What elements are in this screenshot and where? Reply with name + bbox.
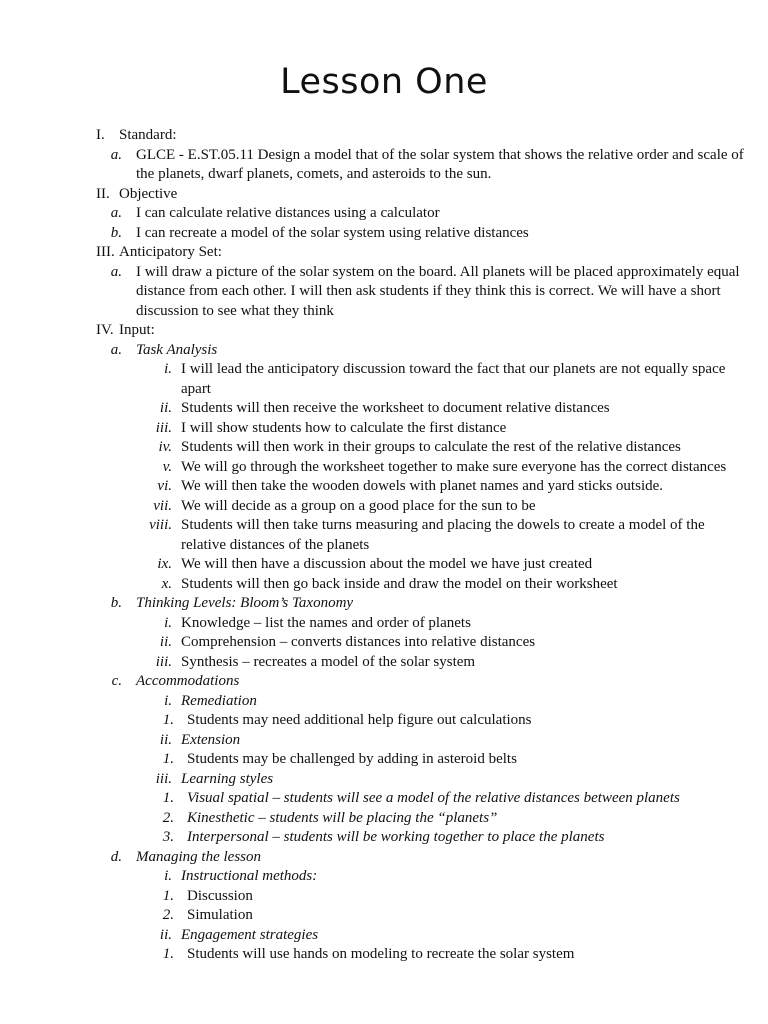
- list-item: [0, 945, 768, 965]
- item-text: I can recreate a model of the solar system using relative distances: [136, 224, 529, 241]
- item-text: Students will then take turns measuring and placing the dowels to create a model of the relative distances of the planets: [181, 517, 705, 553]
- list-item: [0, 360, 768, 399]
- section-marker: I.: [96, 127, 105, 143]
- item-text: Interpersonal – students will be working together to place the planets: [187, 829, 605, 845]
- list-item: [0, 731, 768, 751]
- item-heading: Engagement strategies: [181, 926, 319, 943]
- item-marker: ii.: [159, 400, 172, 416]
- item-marker: 2.: [162, 809, 174, 826]
- item-text: Students will then receive the worksheet to document relative distances: [181, 400, 610, 416]
- item-text: Students may be challenged by adding in asteroid belts: [187, 751, 517, 767]
- item-text: Students may need additional help figure out calculations: [187, 712, 532, 728]
- list-item: [0, 633, 768, 653]
- lesson-outline: [0, 126, 768, 965]
- list-item: [0, 770, 768, 790]
- item-heading: Learning styles: [181, 770, 274, 787]
- list-item: [0, 263, 768, 322]
- section-heading: Anticipatory Set:: [119, 244, 222, 260]
- item-marker: 2.: [162, 907, 174, 923]
- item-heading: Instructional methods:: [181, 868, 318, 884]
- item-marker: 1.: [162, 790, 174, 806]
- item-marker: i.: [164, 361, 172, 377]
- list-item: [0, 575, 768, 595]
- list-item: [0, 224, 768, 244]
- item-marker: 1.: [162, 751, 174, 767]
- list-item: [0, 419, 768, 439]
- item-text: We will then take the wooden dowels with planet names and yard sticks outside.: [181, 478, 664, 494]
- section-heading: Objective: [119, 185, 178, 202]
- list-item: [0, 204, 768, 224]
- item-marker: a.: [110, 146, 122, 163]
- section-marker: II.: [96, 185, 110, 202]
- item-marker: 3.: [162, 829, 174, 845]
- list-item: [0, 789, 768, 809]
- item-marker: i.: [164, 614, 172, 631]
- item-marker: d.: [110, 848, 122, 865]
- item-text: Simulation: [187, 907, 253, 923]
- item-text: Synthesis – recreates a model of the solar system: [181, 653, 476, 670]
- item-marker: i.: [164, 868, 172, 884]
- item-marker: iii.: [155, 419, 172, 436]
- subsection-accommodations: [0, 672, 768, 692]
- subsection-heading: Thinking Levels: Bloom’s Taxonomy: [136, 595, 354, 611]
- item-marker: ix.: [157, 556, 172, 572]
- item-text: Knowledge – list the names and order of planets: [181, 614, 471, 631]
- item-text: Visual spatial – students will see a model of the relative distances between planets: [187, 790, 680, 806]
- item-text: I can calculate relative distances using a calculator: [136, 205, 440, 221]
- section-standard: [0, 126, 768, 146]
- item-marker: b.: [110, 595, 122, 611]
- item-text: We will decide as a group on a good place for the sun to be: [181, 497, 536, 514]
- list-item: [0, 458, 768, 478]
- subsection-task-analysis: [0, 341, 768, 361]
- item-marker: v.: [162, 458, 172, 475]
- item-marker: viii.: [149, 517, 172, 533]
- item-marker: b.: [110, 224, 122, 241]
- subsection-managing-lesson: [0, 848, 768, 868]
- item-marker: ii.: [159, 634, 172, 650]
- section-heading: Input:: [119, 322, 155, 338]
- list-item: [0, 887, 768, 907]
- item-text: GLCE - E.ST.05.11 Design a model that of the solar system that shows the relative order and scale of the planets, dwarf planets, comets, and asteroids to the sun.: [136, 146, 744, 182]
- section-heading: Standard:: [119, 127, 177, 143]
- item-marker: i.: [164, 692, 172, 709]
- item-marker: vii.: [153, 497, 172, 514]
- item-text: I will show students how to calculate the first distance: [181, 419, 507, 436]
- item-marker: iii.: [155, 653, 172, 670]
- list-item: [0, 146, 768, 185]
- list-item: [0, 399, 768, 419]
- item-text: Students will use hands on modeling to recreate the solar system: [187, 946, 575, 962]
- list-item: [0, 906, 768, 926]
- item-marker: iii.: [155, 770, 172, 787]
- section-marker: III.: [96, 244, 115, 260]
- section-anticipatory-set: [0, 243, 768, 263]
- item-marker: a.: [110, 205, 122, 221]
- subsection-heading: Managing the lesson: [136, 848, 261, 865]
- list-item: [0, 926, 768, 946]
- list-item: [0, 614, 768, 634]
- item-heading: Remediation: [181, 692, 257, 709]
- item-marker: a.: [110, 341, 122, 358]
- item-marker: 1.: [162, 887, 174, 904]
- list-item: [0, 516, 768, 555]
- item-marker: a.: [110, 263, 122, 280]
- list-item: [0, 555, 768, 575]
- item-text: Students will then go back inside and draw the model on their worksheet: [181, 575, 618, 592]
- item-text: We will then have a discussion about the model we have just created: [181, 556, 593, 572]
- item-marker: 1.: [162, 946, 174, 962]
- item-text: Kinesthetic – students will be placing the “planets”: [187, 809, 498, 826]
- list-item: [0, 750, 768, 770]
- item-text: Students will then work in their groups to calculate the rest of the relative distances: [181, 439, 681, 455]
- list-item: [0, 809, 768, 829]
- subsection-thinking-levels: [0, 594, 768, 614]
- list-item: [0, 692, 768, 712]
- page-title: Lesson One: [280, 62, 488, 102]
- list-item: [0, 653, 768, 673]
- section-input: [0, 321, 768, 341]
- item-text: Discussion: [187, 887, 253, 904]
- item-text: Comprehension – converts distances into relative distances: [181, 634, 536, 650]
- list-item: [0, 711, 768, 731]
- item-heading: Extension: [181, 731, 241, 748]
- subsection-heading: Accommodations: [136, 673, 240, 689]
- section-marker: IV.: [96, 322, 114, 338]
- item-marker: iv.: [158, 439, 172, 455]
- section-objective: [0, 185, 768, 205]
- item-marker: x.: [161, 575, 172, 592]
- item-marker: ii.: [159, 926, 172, 943]
- subsection-heading: Task Analysis: [136, 341, 218, 358]
- item-marker: 1.: [162, 712, 174, 728]
- item-marker: c.: [111, 673, 122, 689]
- item-text: I will lead the anticipatory discussion toward the fact that our planets are not equally space apart: [181, 361, 726, 397]
- list-item: [0, 438, 768, 458]
- list-item: [0, 477, 768, 497]
- list-item: [0, 497, 768, 517]
- item-text: We will go through the worksheet together to make sure everyone has the correct distances: [181, 458, 727, 475]
- item-marker: ii.: [159, 731, 172, 748]
- list-item: [0, 828, 768, 848]
- list-item: [0, 867, 768, 887]
- item-marker: vi.: [157, 478, 172, 494]
- item-text: I will draw a picture of the solar system on the board. All planets will be placed approximately equal distance from each other. I will then ask students if they think this is correct. We will have a short discussion to see what they think: [136, 263, 740, 319]
